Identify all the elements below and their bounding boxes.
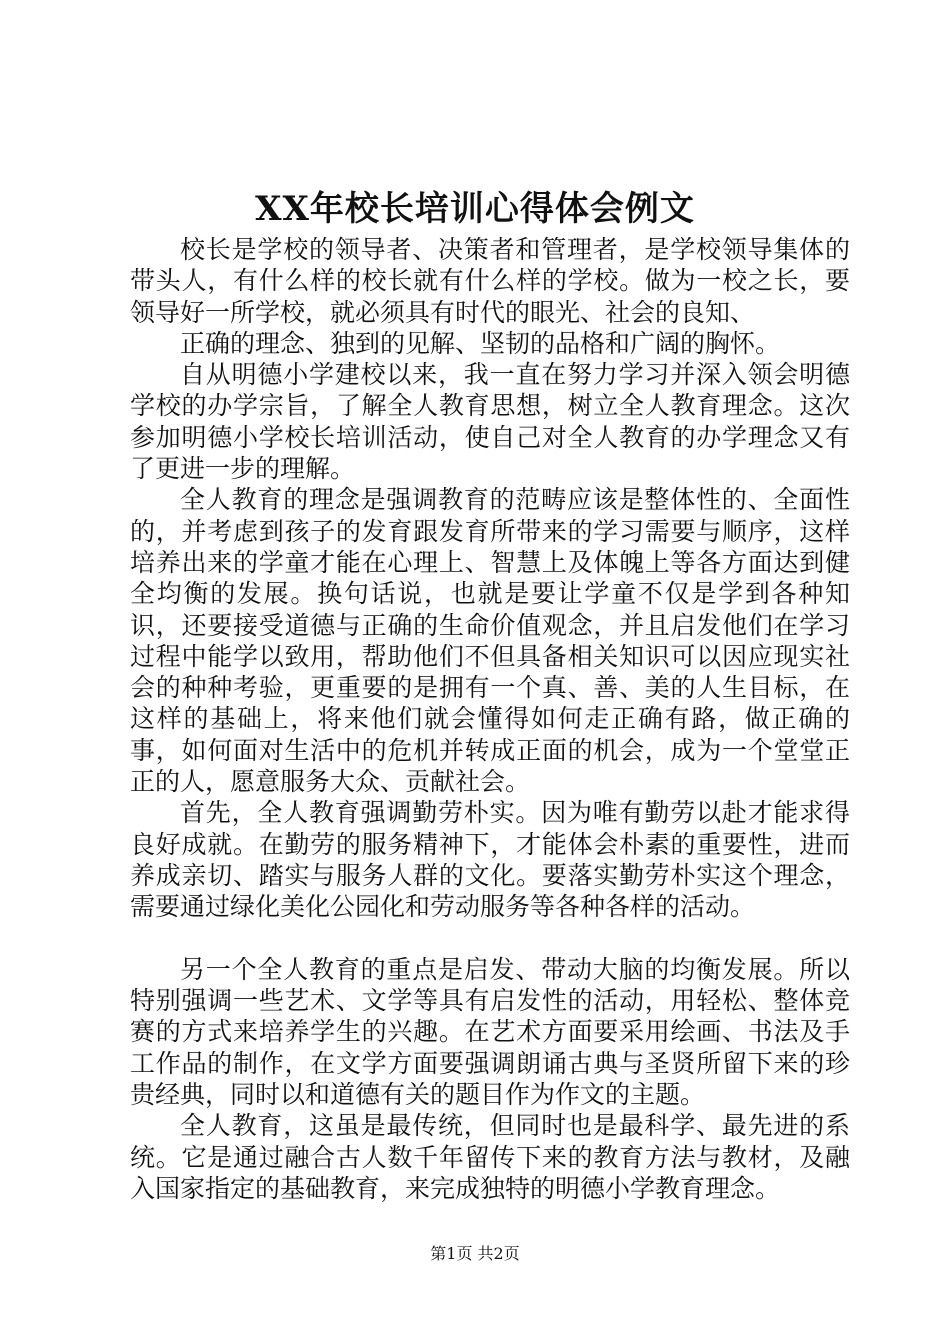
paragraph-4: 全人教育的理念是强调教育的范畴应该是整体性的、全面性的，并考虑到孩子的发育跟发育所带来的学习需要与顺序，这样培养出来的学童才能在心理上、智慧上及体魄上等各方面达到健全均衡的发展。换句话说，也就是要让学童不仅是学到各种知识，还要接受道德与正确的生命价值观念，并且启发他们在学习过程中能学以致用，帮助他们不但具备相关知识可以因应现实社会的种种考验，更重要的是拥有一个真、善、美的人生目标，在这样的基础上，将来他们就会懂得如何走正确有路，做正确的事，如何面对生活中的危机并转成正面的机会，成为一个堂堂正正的人，愿意服务大众、贡献社会。 [130, 485, 850, 797]
paragraph-5: 首先，全人教育强调勤劳朴实。因为唯有勤劳以赴才能求得良好成就。在勤劳的服务精神下，才能体会朴素的重要性，进而养成亲切、踏实与服务人群的文化。要落实勤劳朴实这个理念，需要通过绿化美化公园化和劳动服务等各种各样的活动。 [130, 798, 850, 922]
page-footer: 第1页 共2页 [430, 1244, 520, 1263]
paragraph-spacer [130, 923, 850, 954]
document-title: XX年校长培训心得体会例文 [255, 189, 695, 229]
paragraph-2: 正确的理念、独到的见解、坚韧的品格和广阔的胸怀。 [180, 328, 781, 358]
paragraph-6: 另一个全人教育的重点是启发、带动大脑的均衡发展。所以特别强调一些艺术、文学等具有启发性的活动，用轻松、整体竞赛的方式来培养学生的兴趣。在艺术方面要采用绘画、书法及手工作品的制作，在文学方面要强调朗诵古典与圣贤所留下来的珍贵经典，同时以和道德有关的题目作为作文的主题。 [130, 954, 850, 1110]
paragraph-1: 校长是学校的领导者、决策者和管理者，是学校领导集体的带头人，有什么样的校长就有什么样的学校。做为一校之长，要领导好一所学校，就必须具有时代的眼光、社会的良知、 [130, 235, 850, 327]
document-body [130, 234, 850, 1204]
paragraph-3: 自从明德小学建校以来，我一直在努力学习并深入领会明德学校的办学宗旨，了解全人教育思想，树立全人教育理念。这次参加明德小学校长培训活动，使自己对全人教育的办学理念又有了更进一步的理解。 [130, 360, 850, 484]
paragraph-7: 全人教育，这虽是最传统，但同时也是最科学、最先进的系统。它是通过融合古人数千年留传下来的教育方法与教材，及融入国家指定的基础教育，来完成独特的明德小学教育理念。 [130, 1111, 850, 1203]
